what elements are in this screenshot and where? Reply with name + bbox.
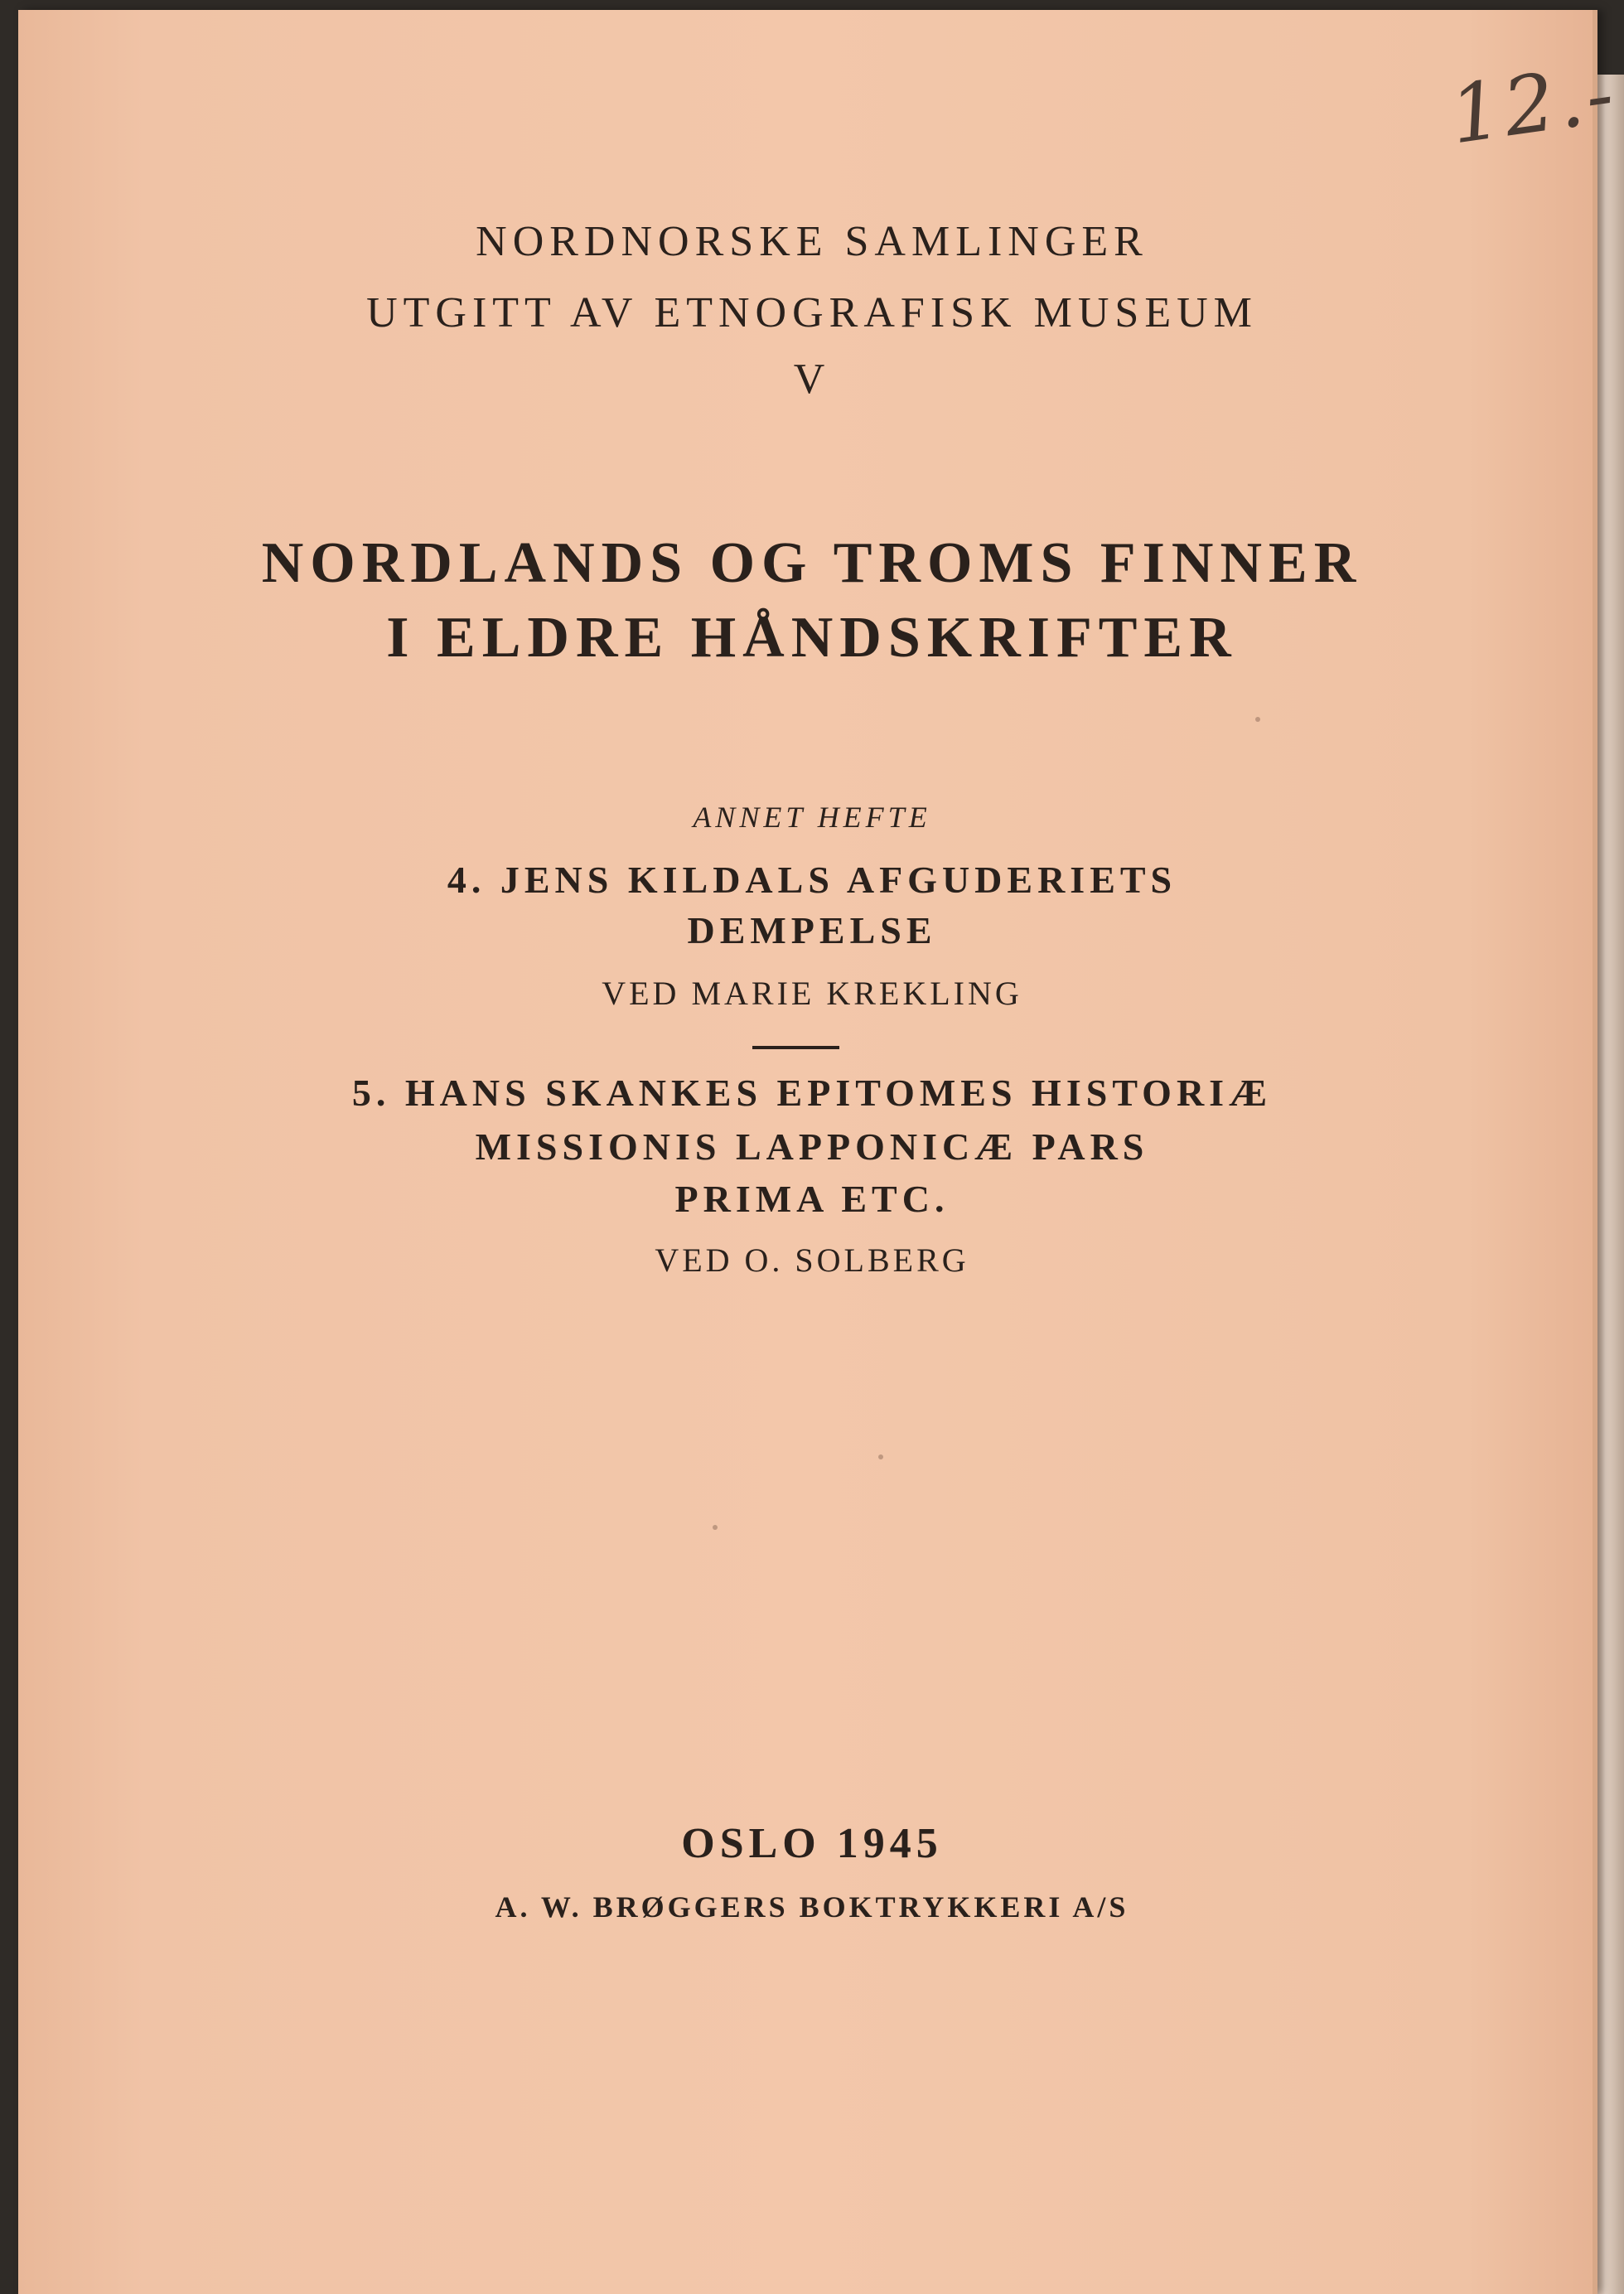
- part-subtitle: ANNET HEFTE: [693, 801, 931, 834]
- imprint-printer: A. W. BRØGGERS BOKTRYKKERI A/S: [495, 1890, 1129, 1924]
- section-divider: [752, 1046, 839, 1049]
- item-5-title-line-1: 5. HANS SKANKES EPITOMES HISTORIÆ: [351, 1072, 1273, 1114]
- paper-speck: [713, 1525, 718, 1530]
- series-volume-number: V: [793, 356, 831, 403]
- main-title-line-2: I ELDRE HÅNDSKRIFTER: [386, 606, 1238, 670]
- item-5-title-line-2: MISSIONIS LAPPONICÆ PARS: [475, 1125, 1149, 1168]
- imprint-place-year: OSLO 1945: [681, 1820, 943, 1867]
- item-4-title-line-1: 4. JENS KILDALS AFGUDERIETS: [447, 859, 1177, 901]
- series-title-line-1: NORDNORSKE SAMLINGER: [476, 218, 1148, 265]
- main-title-line-1: NORDLANDS OG TROMS FINNER: [261, 531, 1363, 595]
- item-5-title-line-3: PRIMA ETC.: [674, 1178, 950, 1220]
- series-title-line-2: UTGITT AV ETNOGRAFISK MUSEUM: [366, 289, 1258, 336]
- item-4-editor: VED MARIE KREKLING: [602, 975, 1022, 1012]
- paper-speck: [878, 1454, 883, 1459]
- item-5-editor: VED O. SOLBERG: [655, 1241, 969, 1279]
- paper-speck: [1255, 717, 1260, 722]
- handwritten-price-note: 12.-: [1444, 46, 1622, 162]
- item-4-title-line-2: DEMPELSE: [687, 909, 937, 951]
